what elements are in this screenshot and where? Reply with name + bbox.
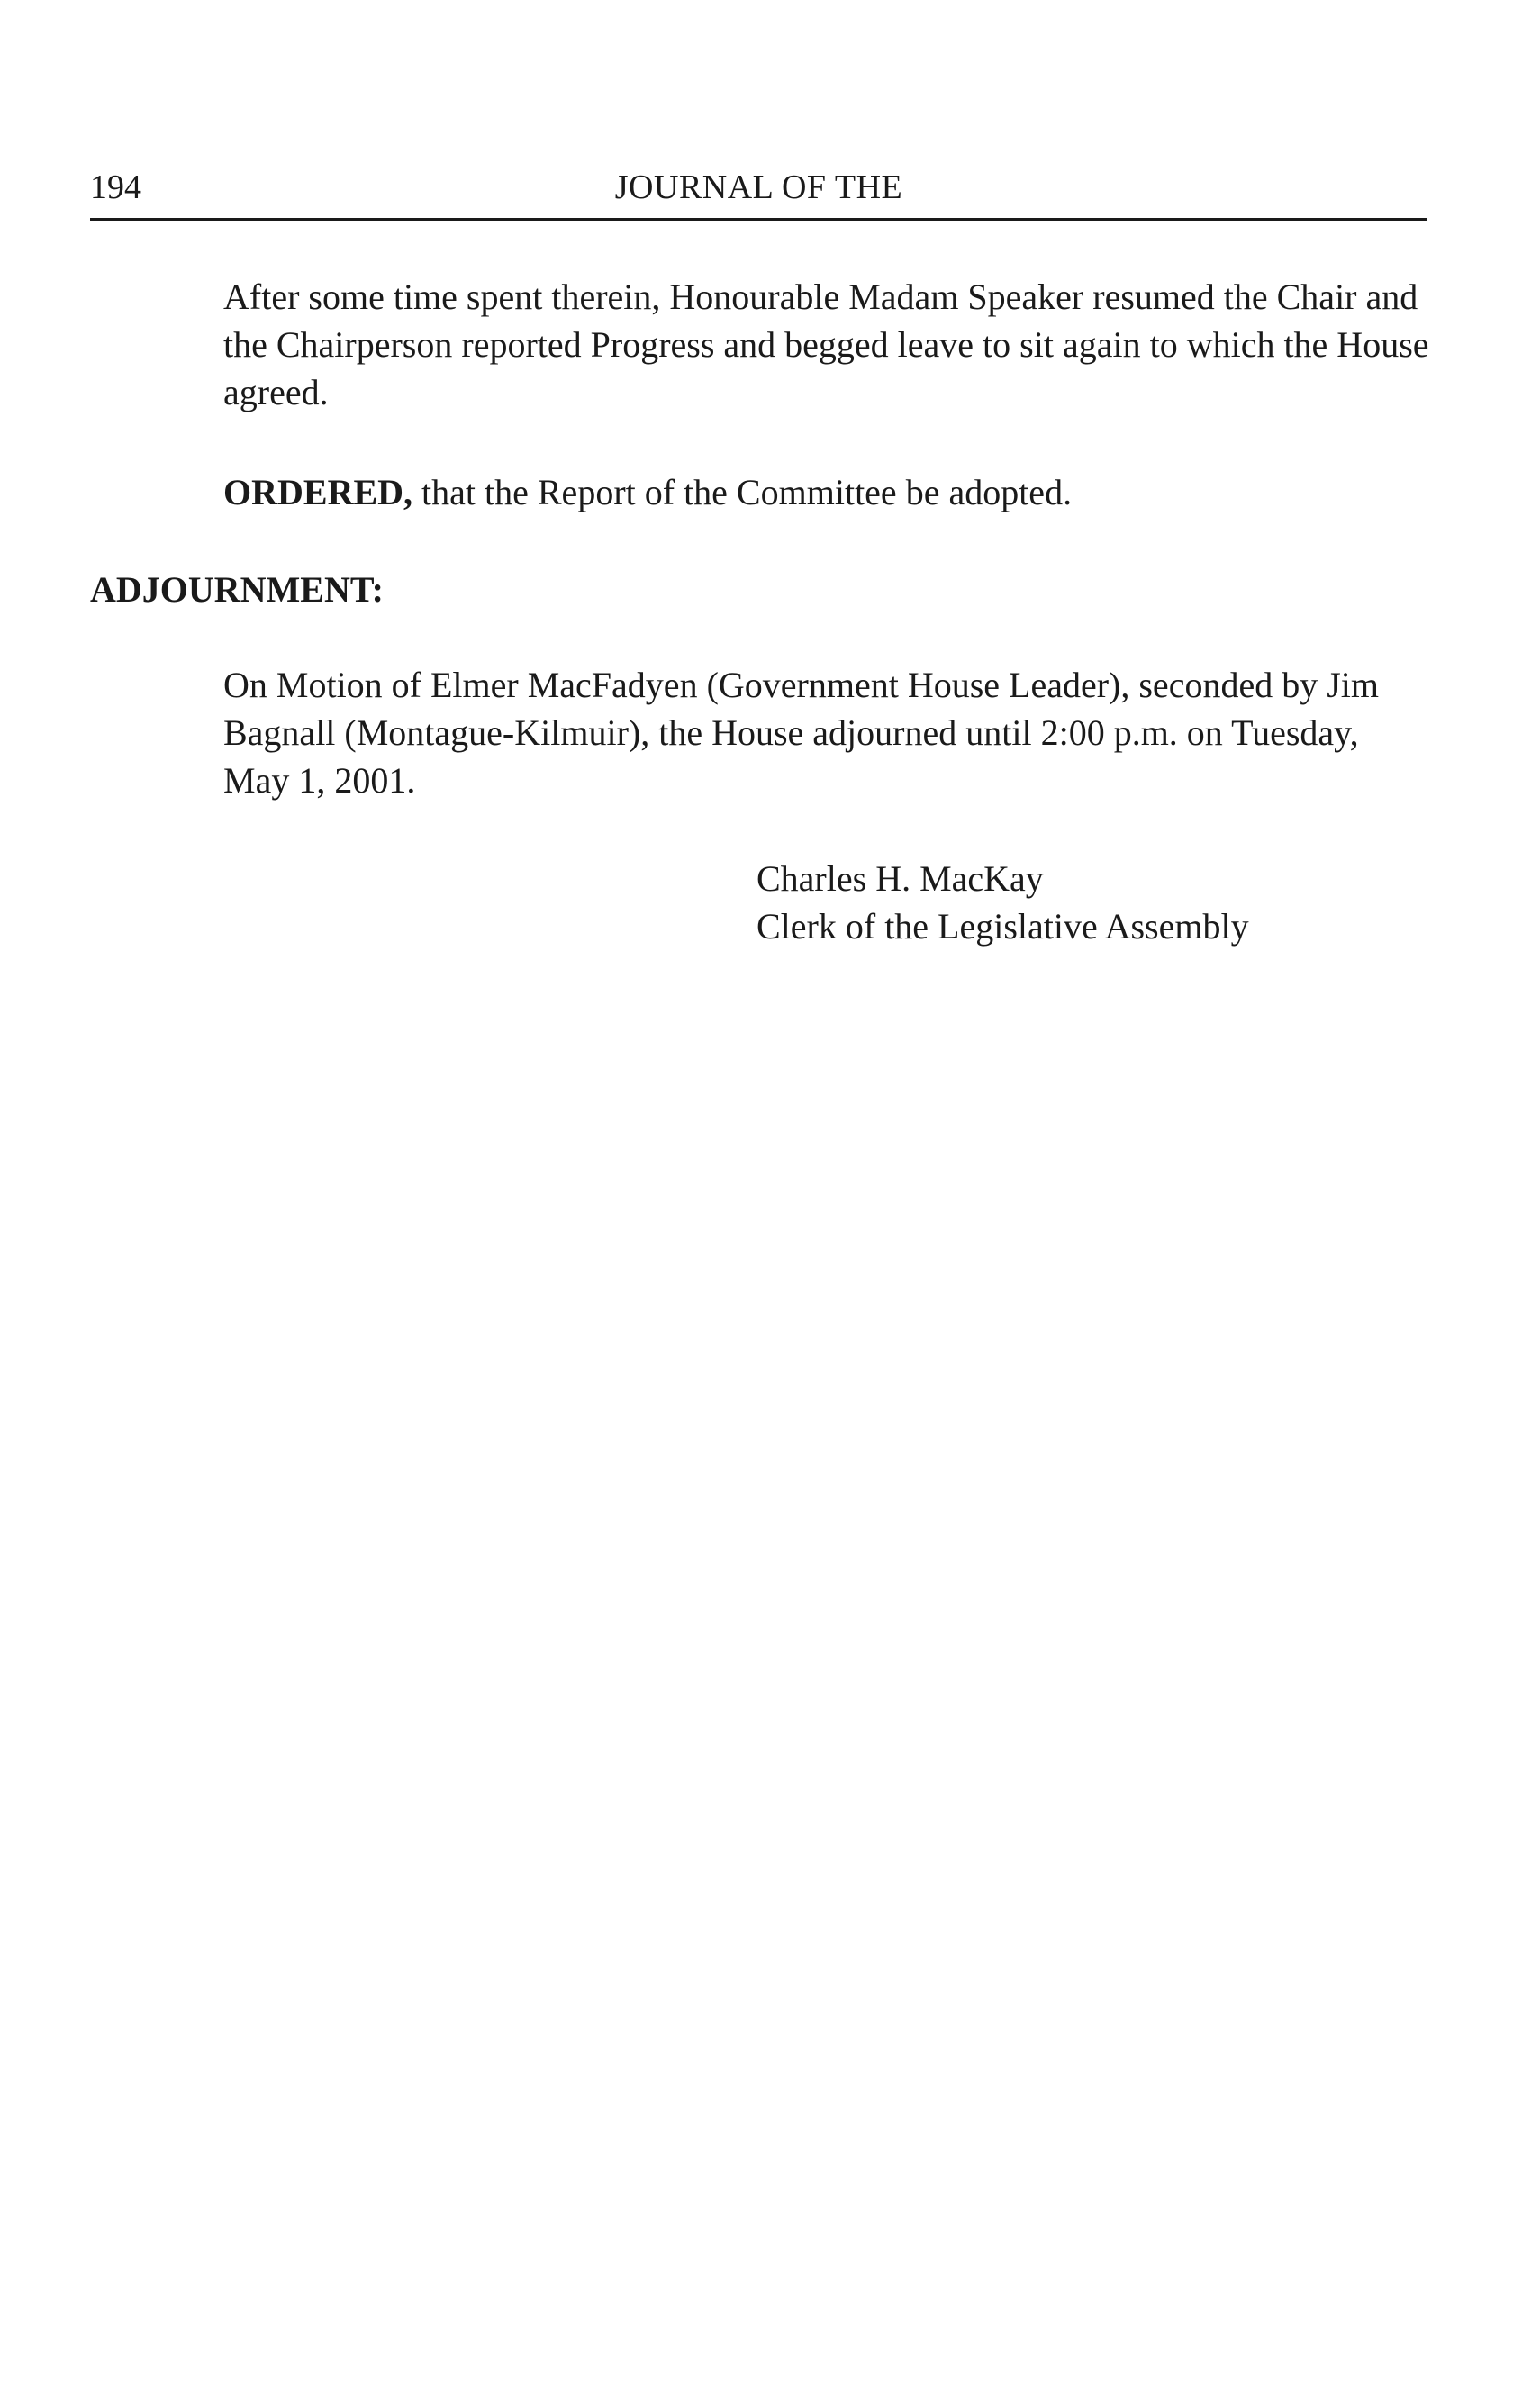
paragraph-committee-progress: After some time spent therein, Honourable Madam Speaker resumed the Chair and the Chairperson reported Progress and begged leave to sit again to which the House agreed. bbox=[223, 276, 1429, 412]
running-head: JOURNAL OF THE bbox=[614, 168, 903, 206]
ordered-text: that the Report of the Committee be adopted. bbox=[412, 472, 1073, 512]
signature-block bbox=[756, 855, 1249, 950]
signatory-name: Charles H. MacKay bbox=[756, 858, 1044, 899]
paragraph-adjournment-motion: On Motion of Elmer MacFadyen (Government House Leader), seconded by Jim Bagnall (Montague-Kilmuir), the House adjourned until 2:00 p.m. on Tuesday, May 1, 2001. bbox=[223, 665, 1379, 801]
page-header bbox=[90, 168, 1427, 221]
paragraph-ordered bbox=[223, 468, 1430, 516]
page-number: 194 bbox=[90, 168, 141, 206]
signatory-title: Clerk of the Legislative Assembly bbox=[756, 906, 1249, 947]
ordered-label: ORDERED, bbox=[223, 472, 413, 512]
section-heading-adjournment: ADJOURNMENT: bbox=[90, 569, 384, 610]
